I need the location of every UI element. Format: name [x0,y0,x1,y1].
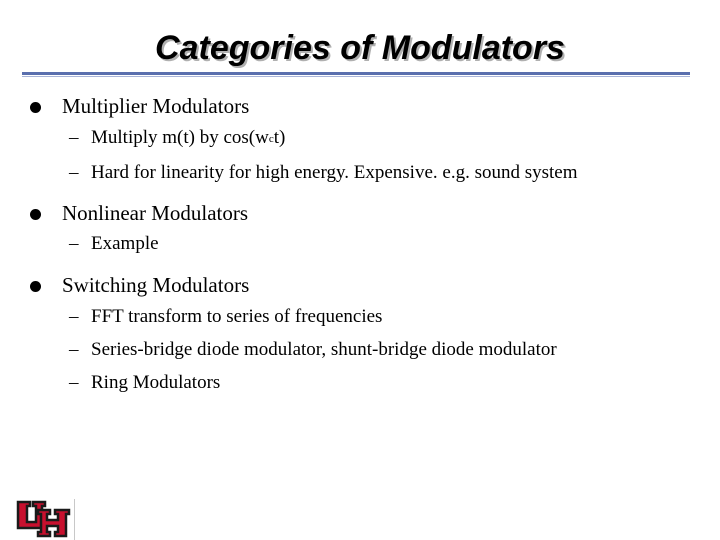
sub-bullet-text: Hard for linearity for high energy. Expensive. e.g. sound system [91,162,578,183]
title-underline-thin [22,76,690,77]
bullet-heading: Switching Modulators [62,273,250,297]
sub-bullet-dash: – [69,306,79,327]
slide-title: Categories of Modulators [155,29,565,67]
sub-bullet-text: Series-bridge diode modulator, shunt-bridge diode modulator [91,339,557,360]
sub-bullet-text: FFT transform to series of frequencies [91,306,383,327]
uh-logo-icon [14,496,74,540]
sub-bullet-dash: – [69,127,79,148]
sub-bullet-dash: – [69,233,79,254]
bullet-dot [30,281,41,292]
sub-bullet-dash: – [69,372,79,393]
bullet-dot [30,209,41,220]
title-underline [22,72,690,75]
sub-bullet-dash: – [69,339,79,360]
sub-bullet-text: Example [91,233,159,254]
bullet-heading: Nonlinear Modulators [62,201,249,225]
logo-divider [74,499,75,540]
bullet-heading: Multiplier Modulators [62,94,250,118]
bullet-dot [30,102,41,113]
sub-bullet-text: Multiply m(t) by cos(wct) [91,127,286,148]
sub-bullet-text: Ring Modulators [91,372,221,393]
sub-bullet-dash: – [69,162,79,183]
